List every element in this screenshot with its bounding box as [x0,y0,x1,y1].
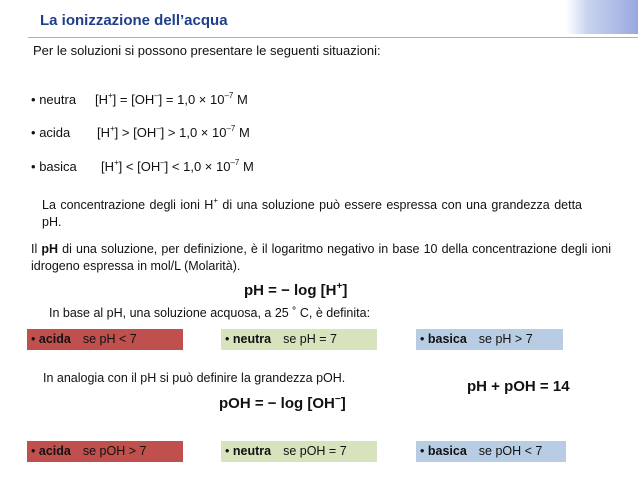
condition-formula: $[H^+] < [OH^-] < 1,0 \times 10^{-7}$ M [101,158,254,174]
ph-formula: pH = − log [H+] [244,281,348,299]
condition-formula: $[H^+] = [OH^-] = 1,0 \times 10^{-7}$ M [95,91,248,107]
slide-title: La ionizzazione dell’acqua [40,12,228,29]
poh-note: In analogia con il pH si può definire la grandezza pOH. [43,371,346,385]
condition-label: neutra [39,92,77,107]
condition-acida [31,124,250,140]
condition-neutra [31,91,248,107]
concentration-paragraph: La concentrazione degli ioni H+ di una soluzione può essere espressa con una grandezza detta pH. [42,196,582,229]
poh-box-basica: • basica se pOH < 7 [416,441,566,462]
ph-note: In base al pH, una soluzione acquosa, a 25 ˚ C, è definita: [49,306,371,320]
bullet: • [31,92,36,107]
ph-definition-paragraph: Il pH di una soluzione, per definizione, è il logaritmo negativo in base 10 della concentrazione degli ioni idrogeno espressa in mol/L (Molarità). [31,242,611,273]
condition-formula: $[H^+] > [OH^-] > 1,0 \times 10^{-7}$ M [97,124,250,140]
ph-box-basica: • basica se pH > 7 [416,329,563,350]
poh-formula: pOH = − log [OH−] [219,394,346,412]
condition-label: basica [39,159,77,174]
poh-box-acida: • acida se pOH > 7 [27,441,183,462]
condition-basica [31,158,254,174]
ph-box-neutra: • neutra se pH = 7 [221,329,377,350]
bullet: • [31,125,36,140]
title-rule [28,37,638,38]
corner-decoration [566,0,638,34]
condition-label: acida [39,125,71,140]
poh-box-neutra: • neutra se pOH = 7 [221,441,377,462]
ph-box-acida: • acida se pH < 7 [27,329,183,350]
bullet: • [31,159,36,174]
intro-text: Per le soluzioni si possono presentare le seguenti situazioni: [33,43,381,58]
sum-formula: pH + pOH = 14 [467,378,570,395]
